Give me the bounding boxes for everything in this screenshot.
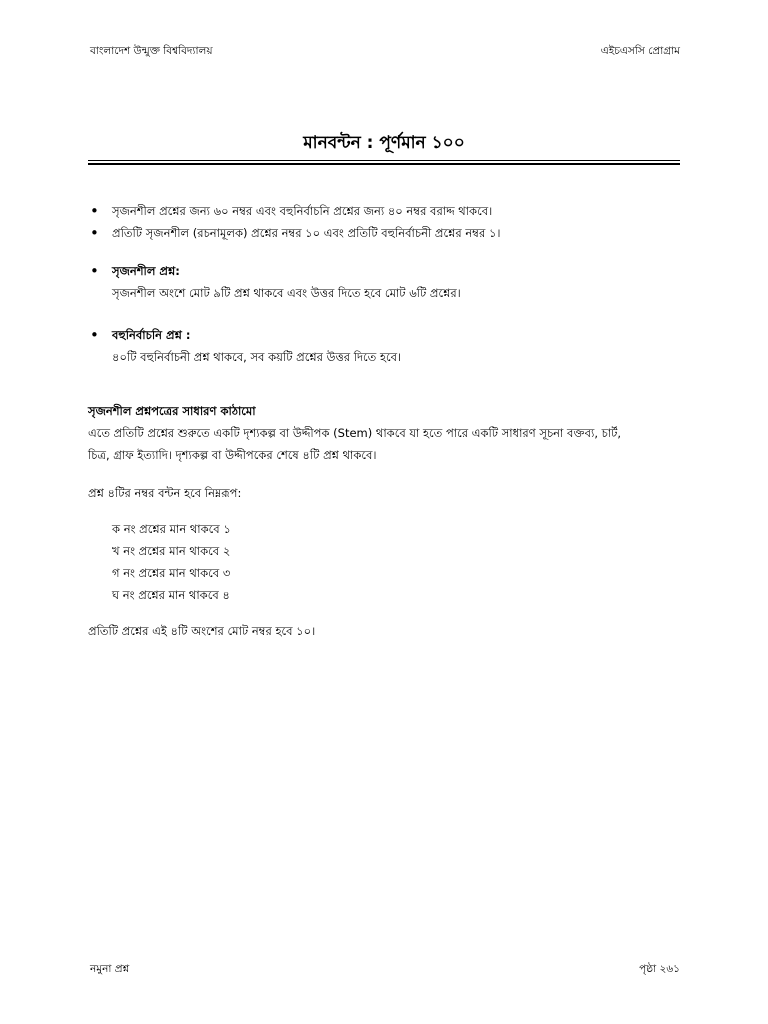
header-institution: বাংলাদেশ উন্মুক্ত বিশ্ববিদ্যালয় — [90, 45, 213, 57]
header-program: এইচএসসি প্রোগ্রাম — [600, 45, 680, 57]
bullet-text: প্রতিটি সৃজনশীল (রচনামূলক) প্রশ্নের নম্বর ১০ এবং প্রতিটি বহুনির্বাচনী প্রশ্নের নম্বর ১। — [112, 226, 501, 240]
list-item — [88, 200, 688, 222]
structure-section — [88, 400, 688, 466]
list-item: খ নং প্রশ্নের মান থাকবে ২ — [112, 544, 231, 558]
bullet-heading: • সৃজনশীল প্রশ্ন: — [112, 264, 180, 278]
page-header — [90, 44, 680, 61]
title-divider — [88, 160, 680, 165]
section-title: সৃজনশীল প্রশ্নপত্রের সাধারণ কাঠামো — [88, 404, 256, 418]
paragraph-line: চিত্র, গ্রাফ ইত্যাদি। দৃশ্যকল্প বা উদ্দীপকের শেষে ৪টি প্রশ্ন থাকবে। — [88, 448, 377, 462]
list-item — [88, 324, 688, 368]
page-title: মানবন্টন : পূর্ণমান ১০০ — [303, 133, 465, 153]
bullet-text: সৃজনশীল প্রশ্নের জন্য ৬০ নম্বর এবং বহুনির্বাচনি প্রশ্নের জন্য ৪০ নম্বর বরাদ্দ থাকবে। — [112, 204, 493, 218]
page-footer — [90, 962, 680, 979]
bullet-text: ৪০টি বহুনির্বাচনী প্রশ্ন থাকবে, সব কয়টি প্রশ্নের উত্তর দিতে হবে। — [112, 350, 402, 364]
page-number: পৃষ্ঠা ২৬১ — [639, 963, 680, 975]
list-item — [88, 260, 688, 304]
list-item: ক নং প্রশ্নের মান থাকবে ১ — [112, 522, 231, 536]
paragraph-line: এতে প্রতিটি প্রশ্নের শুরুতে একটি দৃশ্যকল্প বা উদ্দীপক (Stem) থাকবে যা হতে পারে একটি সাধারণ সূচনা বক্তব্য, চার্ট, — [88, 426, 622, 440]
distribution-intro: প্রশ্ন ৪টির নম্বর বন্টন হবে নিম্নরূপ: — [88, 486, 242, 500]
footer-label: নমুনা প্রশ্ন — [90, 963, 130, 975]
bullet-heading: • বহুনির্বাচনি প্রশ্ন : — [112, 328, 191, 342]
marks-bullet-list — [88, 200, 688, 368]
list-item — [88, 222, 688, 244]
distribution-list — [88, 518, 712, 606]
distribution-total: প্রতিটি প্রশ্নের এই ৪টি অংশের মোট নম্বর হবে ১০। — [88, 624, 316, 638]
list-item: ঘ নং প্রশ্নের মান থাকবে ৪ — [112, 588, 230, 602]
list-item: গ নং প্রশ্নের মান থাকবে ৩ — [112, 566, 231, 580]
bullet-text: সৃজনশীল অংশে মোট ৯টি প্রশ্ন থাকবে এবং উত্তর দিতে হবে মোট ৬টি প্রশ্নের। — [112, 286, 461, 300]
